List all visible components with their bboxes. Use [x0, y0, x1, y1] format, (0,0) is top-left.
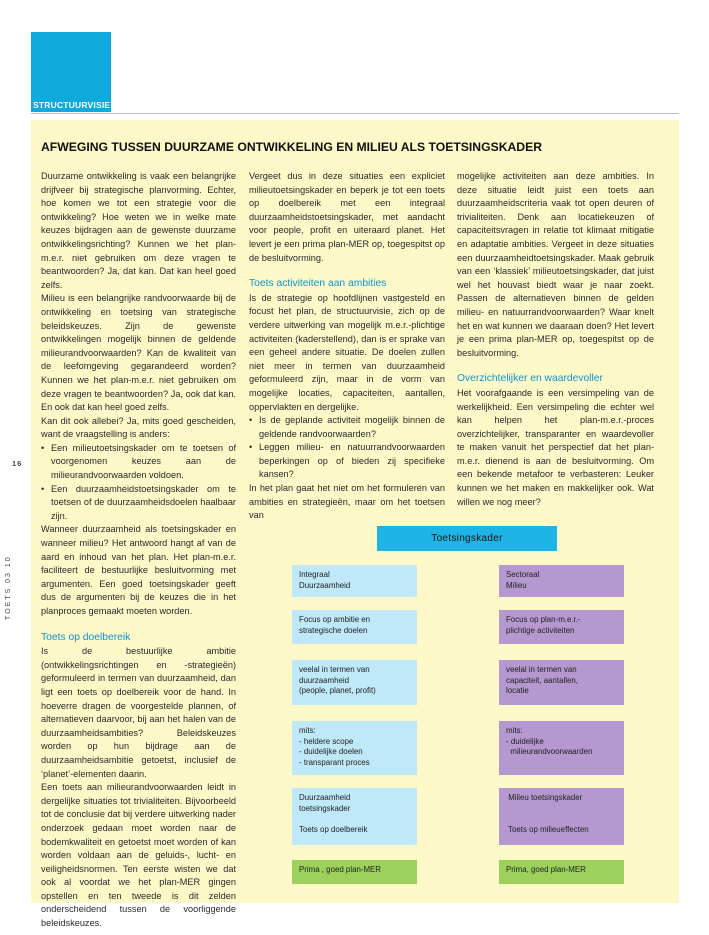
paragraph: Vergeet dus in deze situaties een expliciet milieutoetsingskader en beperk je tot een toets op doelbereik met een integraal duurzaamheidstoetsingskader, met aandacht voor people, profit en uiteraard planet. Het levert je een prima plan-MER op, toegespitst op de besluitvorming.	[249, 171, 445, 263]
paragraph: Het voorafgaande is een versimpeling van de werkelijkheid. Een versimpeling die echter wel kan helpen het plan-m.e.r.-proces overzichtelijker, transparanter en waardevoller te maken vanuit het perspectief dat het plan-m.e.r. dienend is aan de besluitvorming. Om een bekende metafoor te verbasteren: Leuker kunnen we het maken en makkelijker ook. Wat willen we nog meer?	[457, 387, 654, 507]
paragraph: Milieu is een belangrijke randvoorwaarde bij de ontwikkeling en toetsing van strategische beleidskeuzes. Zijn de gewenste ontwikkelingen mogelijk binnen de geldende milieurandvoorwaarden? Kan de kwaliteit van de leefomgeving gegarandeerd worden? Kunnen we het plan-m.e.r. niet gebruiken om deze vragen te beantwoorden? Ja, ook dat kan. En ook dat kan heel goed zelfs.	[41, 293, 236, 413]
diagram-box-left: Focus op ambitie en strategische doelen	[292, 610, 417, 644]
list-item: • Is de geplande activiteit mogelijk binnen de geldende randvoorwaarden?	[249, 414, 445, 441]
paragraph: Wanneer duurzaamheid als toetsingskader en wanneer milieu? Het antwoord hangt af van de aard en inhoud van het plan. Het plan-m.e.r. faciliteert de bestuurlijke besluitvorming met argumenten. Een goed toetsingskader geeft dus de argumenten bij de keuzes die in het planproces gemaakt moeten worden.	[41, 524, 236, 616]
list-item: • Leggen milieu- en natuurrandvoorwaarden beperkingen op of bieden zij specifieke kansen?	[249, 441, 445, 482]
subheading: Overzichtelijker en waardevoller	[457, 373, 603, 385]
diagram-box-left: Integraal Duurzaamheid	[292, 565, 417, 597]
section-label: STRUCTUURVISIE	[33, 100, 111, 110]
paragraph: Kan dit ook allebei? Ja, mits goed gescheiden, want de vraagstelling is anders:	[41, 415, 236, 440]
column-1	[41, 170, 236, 931]
paragraph: Een toets aan milieurandvoorwaarden leidt in dergelijke situaties tot trivialiteiten. Bijvoorbeeld tot de conclusie dat bij verdere uitwerking nader onderzoek gedaan moet worden naar de bodemkwaliteit en getoetst moet worden of kan worden voldaan aan de geluids-, lucht- en veiligheidsnormen. Ten eerste wisten we dat ook al voordat we het plan-MER gingen opstellen en ten tweede is dit zelden onderscheidend tussen de voorliggende beleidskeuzes.	[41, 782, 236, 929]
diagram-box-right: veelal in termen van capaciteit, aantallen, locatie	[499, 660, 624, 705]
diagram-box-right: mits: - duidelijke milieurandvoorwaarden	[499, 721, 624, 775]
paragraph: Is de strategie op hoofdlijnen vastgesteld en focust het plan, de structuurvisie, zich op de verdere uitwerking van mogelijk m.e.r.-plichtige activiteiten (kaderstellend), dan is er sprake van een geheel andere situatie. De doelen zullen niet meer in termen van duurzaamheid geformuleerd zijn, maar in de vorm van mogelijke locaties, capaciteiten, aantallen, oppervlakten en dergelijke.	[249, 292, 445, 412]
diagram-box-right: Sectoraal Milieu	[499, 565, 624, 597]
diagram-box-left: veelal in termen van duurzaamheid (people, planet, profit)	[292, 660, 417, 705]
diagram-header: Toetsingskader	[377, 526, 557, 551]
section-color-block	[31, 32, 111, 112]
subheading: Toets activiteiten aan ambities	[249, 278, 387, 290]
diagram-box-left: mits: - heldere scope - duidelijke doelen - transparant proces	[292, 721, 417, 775]
diagram-box-result: Prima , goed plan-MER	[292, 860, 417, 884]
subheading: Toets op doelbereik	[41, 631, 131, 643]
column-3	[457, 170, 654, 509]
bullet-list	[249, 414, 445, 482]
list-item: • Een milieutoetsingskader om te toetsen of voorgenomen keuzes aan de milieurandvoorwaarden voldoen.	[41, 442, 236, 483]
diagram-box-right: Milieu toetsingskader Toets op milieueffecten	[499, 788, 624, 845]
page-number: 16	[12, 459, 23, 468]
article-title: AFWEGING TUSSEN DUURZAME ONTWIKKELING EN MILIEU ALS TOETSINGSKADER	[41, 140, 543, 154]
diagram-box-right: Focus op plan-m.e.r.- plichtige activiteiten	[499, 610, 624, 644]
header-divider	[31, 113, 679, 114]
paragraph: In het plan gaat het niet om het formuleren van ambities en strategieën, maar om het toetsen van	[249, 483, 445, 521]
bullet-list	[41, 442, 236, 524]
paragraph: mogelijke activiteiten aan deze ambities. In deze situatie leidt juist een toets aan duurzaamheidscriteria vaak tot open deuren of trivialiteiten. Denk aan locatiekeuzen of capaciteitsvragen in relatie tot klimaat mitigatie en adaptatie ambities. Vergeet in deze situaties een duurzaamheidtoetsingskader. Maak gebruik van een ‘klassiek’ milieutoetsingskader, dat juist wel het houvast biedt waar je naar zoekt. Passen de alternatieven binnen de gelden milieu- en natuurrandvoorwaarden? Waar knelt het en wat kunnen we daaraan doen? Het levert je een prima plan-MER op, toegespitst op de besluitvorming.	[457, 171, 654, 358]
side-label: TOETS 03 10	[5, 555, 12, 620]
paragraph: Is de bestuurlijke ambitie (ontwikkelingsrichtingen en -strategieën) geformuleerd in termen van duurzaamheid, dan ligt een toets op doelbereik voor de hand. In hoeverre dragen de voorgestelde plannen, of alternatieven daarvoor, bij aan het halen van de duurzaamheidsambities? Beleidskeuzes worden op hun bijdrage aan de duurzaamheidsambitie getoetst, inclusief de ‘planet’-elementen daarin.	[41, 646, 236, 779]
list-item: • Een duurzaamheidstoetsingskader om te toetsen of de duurzaamheidsdoelen haalbaar zijn.	[41, 483, 236, 524]
diagram-box-left: Duurzaamheid toetsingskader Toets op doelbereik	[292, 788, 417, 845]
column-2	[249, 170, 445, 523]
diagram-box-result: Prima, goed plan-MER	[499, 860, 624, 884]
paragraph: Duurzame ontwikkeling is vaak een belangrijke drijfveer bij strategische planvorming. Echter, hoe komen we tot een strategie voor die ontwikkeling? Hoe weten we in welke mate keuzes bijdragen aan de gewenste duurzame ontwikkelingsrichting? Kunnen we het plan-m.e.r. niet gebruiken om deze vragen te beantwoorden? Ja, dat kan. Dat kan heel goed zelfs.	[41, 171, 236, 290]
